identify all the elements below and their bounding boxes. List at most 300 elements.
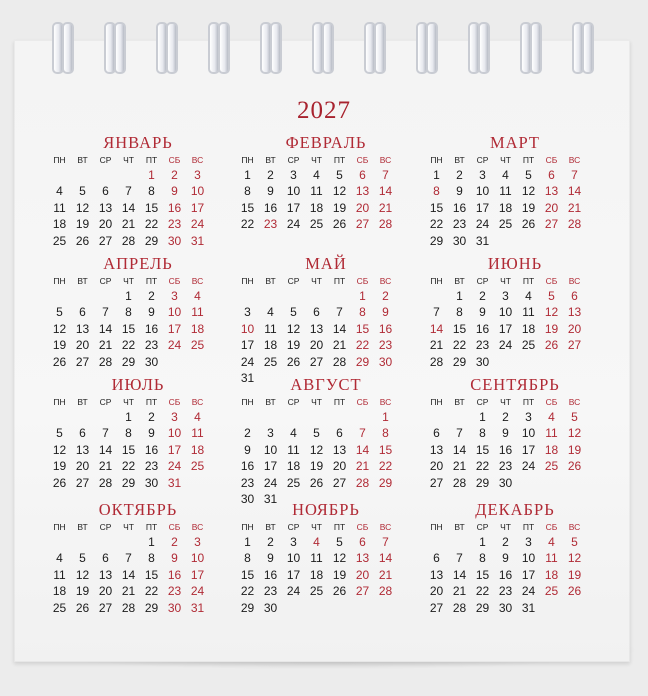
day-cell: 5 [290,305,297,320]
day-cell: 12 [75,567,90,582]
spiral-ring [322,22,334,74]
day-cell: 16 [167,200,182,215]
day-cell: 17 [167,442,182,457]
weekday-header: ПН [241,522,254,532]
day-cell: 13 [332,442,347,457]
weekday-header: СБ [545,397,558,407]
day-cell: 15 [355,321,370,336]
day-cell: 23 [167,584,182,599]
day-cell: 10 [190,551,205,566]
day-cell: 27 [75,354,90,369]
month-grid [425,274,605,370]
weekday-header: ЧТ [311,155,322,165]
day-cell: 29 [144,233,159,248]
day-cell: 21 [355,459,370,474]
day-cell: 4 [290,426,297,441]
day-cell: 12 [75,200,90,215]
day-cell: 12 [567,426,582,441]
day-cell: 16 [452,200,467,215]
day-cell: 7 [336,305,343,320]
day-cell: 24 [190,217,205,232]
day-cell: 1 [125,289,132,303]
day-cell: 2 [171,168,178,182]
day-cell: 26 [309,475,324,490]
day-cell: 16 [240,459,255,474]
day-cell: 2 [382,289,389,303]
month-april [48,254,228,370]
day-cell: 6 [102,184,109,199]
day-cell: 16 [498,442,513,457]
day-cell: 21 [429,338,444,353]
day-cell: 3 [502,289,509,303]
spiral-ring [62,22,74,74]
day-cell: 6 [359,168,366,182]
day-cell: 20 [355,200,370,215]
day-cell: 7 [125,184,132,199]
weekday-header: СР [287,522,300,532]
day-cell: 29 [144,600,159,615]
weekday-header: ВС [191,276,204,286]
weekday-header: ПН [53,397,66,407]
day-cell: 13 [98,567,113,582]
weekday-header: СР [476,155,489,165]
day-cell: 14 [121,567,136,582]
day-cell: 8 [125,426,132,441]
day-cell: 10 [190,184,205,199]
weekday-header: ВС [191,522,204,532]
day-cell: 3 [194,535,201,549]
day-cell: 21 [121,217,136,232]
day-cell: 1 [148,168,155,182]
spiral-ring [166,22,178,74]
weekday-header: СР [287,276,300,286]
day-cell: 28 [452,600,467,615]
weekday-header: СБ [545,155,558,165]
weekday-header: СБ [168,397,181,407]
month-grid [236,395,416,507]
day-cell: 27 [355,217,370,232]
day-cell: 17 [521,567,536,582]
day-cell: 23 [240,475,255,490]
weekday-header: ПН [53,276,66,286]
day-cell: 16 [475,321,490,336]
day-cell: 10 [240,321,255,336]
weekday-header: ПТ [522,397,535,407]
month-grid [48,153,228,249]
day-cell: 28 [98,354,113,369]
day-cell: 27 [567,338,582,353]
day-cell: 29 [475,475,490,490]
day-cell: 14 [121,200,136,215]
day-cell: 3 [290,168,297,182]
day-cell: 15 [475,567,490,582]
day-cell: 28 [567,217,582,232]
weekday-header: ЧТ [123,397,134,407]
day-cell: 7 [571,168,578,182]
day-cell: 13 [429,442,444,457]
day-cell: 8 [148,184,155,199]
day-cell: 20 [75,459,90,474]
day-cell: 7 [125,551,132,566]
day-cell: 18 [544,567,559,582]
day-cell: 11 [191,305,204,320]
day-cell: 5 [336,168,343,182]
day-cell: 26 [52,354,67,369]
day-cell: 30 [263,600,278,615]
weekday-header: ВС [568,397,581,407]
day-cell: 31 [475,233,490,248]
day-cell: 21 [452,459,467,474]
weekday-header: ВТ [77,155,88,165]
day-cell: 19 [52,459,67,474]
weekday-header: ВС [191,397,204,407]
day-cell: 23 [263,584,278,599]
day-cell: 20 [429,459,444,474]
weekday-header: ПТ [145,155,158,165]
month-may [236,254,416,386]
weekday-header: ЧТ [500,276,511,286]
day-cell: 30 [167,600,182,615]
day-cell: 18 [190,321,205,336]
day-cell: 26 [75,600,90,615]
day-cell: 9 [382,305,389,320]
spiral-ring [218,22,230,74]
day-cell: 21 [98,338,113,353]
day-cell: 19 [75,584,90,599]
day-cell: 16 [144,442,159,457]
weekday-header: ЧТ [311,397,322,407]
weekday-header: ВТ [454,397,465,407]
day-cell: 25 [309,584,324,599]
day-cell: 22 [429,217,444,232]
day-cell: 19 [332,567,347,582]
month-january [48,133,228,249]
day-cell: 19 [309,459,324,474]
weekday-header: ПН [430,155,443,165]
day-cell: 15 [240,567,255,582]
day-cell: 25 [286,475,301,490]
day-cell: 24 [167,338,182,353]
weekday-header: ПН [241,397,254,407]
month-name: ИЮНЬ [487,254,543,273]
day-cell: 19 [332,200,347,215]
day-cell: 16 [263,200,278,215]
day-cell: 6 [313,305,320,320]
day-cell: 18 [52,217,67,232]
day-cell: 26 [52,475,67,490]
weekday-header: ВТ [454,155,465,165]
weekday-header: ЧТ [500,397,511,407]
weekday-header: ПТ [333,155,346,165]
day-cell: 6 [548,168,555,182]
weekday-header: ВТ [265,276,276,286]
day-cell: 12 [286,321,301,336]
day-cell: 14 [98,321,113,336]
day-cell: 28 [121,600,136,615]
day-cell: 2 [244,426,251,441]
day-cell: 4 [267,305,274,320]
weekday-header: СБ [356,522,369,532]
day-cell: 13 [355,184,370,199]
month-grid [48,395,228,491]
day-cell: 10 [263,442,278,457]
day-cell: 25 [263,354,278,369]
day-cell: 28 [98,475,113,490]
day-cell: 5 [336,535,343,549]
day-cell: 2 [148,289,155,303]
day-cell: 2 [267,535,274,549]
day-cell: 4 [56,551,63,566]
day-cell: 21 [452,584,467,599]
day-cell: 8 [433,184,440,199]
day-cell: 3 [267,426,274,441]
day-cell: 11 [522,305,535,320]
day-cell: 2 [502,535,509,549]
day-cell: 4 [313,168,320,182]
weekday-header: ВС [379,522,392,532]
day-cell: 23 [475,338,490,353]
calendar-year: 2027 [297,97,351,124]
weekday-header: ВТ [265,397,276,407]
day-cell: 15 [452,321,467,336]
day-cell: 12 [521,184,536,199]
day-cell: 7 [382,168,389,182]
day-cell: 22 [475,459,490,474]
weekday-header: СР [99,155,112,165]
month-grid [425,395,605,491]
day-cell: 8 [479,551,486,566]
day-cell: 26 [567,459,582,474]
day-cell: 8 [382,426,389,441]
day-cell: 1 [382,410,389,424]
day-cell: 18 [498,200,513,215]
day-cell: 19 [567,567,582,582]
day-cell: 4 [56,184,63,199]
spiral-ring [478,22,490,74]
day-cell: 11 [545,551,558,566]
day-cell: 1 [359,289,366,303]
day-cell: 20 [544,200,559,215]
day-cell: 21 [567,200,582,215]
day-cell: 11 [53,567,66,582]
day-cell: 4 [194,410,201,424]
day-cell: 7 [456,551,463,566]
weekday-header: ПН [241,155,254,165]
day-cell: 15 [121,321,136,336]
day-cell: 1 [244,535,251,549]
day-cell: 10 [167,305,182,320]
day-cell: 25 [309,217,324,232]
day-cell: 6 [336,426,343,441]
day-cell: 29 [240,600,255,615]
day-cell: 2 [171,535,178,549]
day-cell: 3 [171,410,178,424]
day-cell: 25 [544,459,559,474]
weekday-header: ПН [53,155,66,165]
day-cell: 22 [121,338,136,353]
day-cell: 24 [521,459,536,474]
month-name: ФЕВРАЛЬ [285,133,367,152]
day-cell: 10 [286,551,301,566]
day-cell: 15 [121,442,136,457]
spiral-binding [0,0,648,90]
day-cell: 6 [433,426,440,441]
day-cell: 28 [452,475,467,490]
day-cell: 9 [502,426,509,441]
weekday-header: СБ [545,276,558,286]
day-cell: 13 [75,442,90,457]
day-cell: 25 [190,459,205,474]
month-november [236,500,416,616]
day-cell: 17 [190,567,205,582]
day-cell: 1 [244,168,251,182]
day-cell: 14 [429,321,444,336]
weekday-header: ВС [379,276,392,286]
weekday-header: СБ [168,276,181,286]
day-cell: 9 [502,551,509,566]
day-cell: 13 [355,551,370,566]
day-cell: 17 [190,200,205,215]
day-cell: 22 [121,459,136,474]
weekday-header: ЧТ [123,522,134,532]
day-cell: 4 [194,289,201,303]
month-name: НОЯБРЬ [292,500,360,519]
day-cell: 17 [263,459,278,474]
day-cell: 9 [456,184,463,199]
day-cell: 7 [359,426,366,441]
day-cell: 28 [355,475,370,490]
day-cell: 4 [502,168,509,182]
day-cell: 3 [479,168,486,182]
day-cell: 30 [240,491,255,506]
weekday-header: ВС [568,155,581,165]
month-grid [236,274,416,386]
day-cell: 20 [309,338,324,353]
day-cell: 25 [544,584,559,599]
day-cell: 9 [148,426,155,441]
day-cell: 23 [378,338,393,353]
day-cell: 19 [75,217,90,232]
day-cell: 10 [498,305,513,320]
day-cell: 18 [309,567,324,582]
day-cell: 12 [544,305,559,320]
day-cell: 4 [548,535,555,549]
day-cell: 31 [240,370,255,385]
day-cell: 28 [378,584,393,599]
day-cell: 18 [52,584,67,599]
weekday-header: ПТ [145,276,158,286]
weekday-header: ЧТ [123,276,134,286]
day-cell: 22 [240,217,255,232]
month-grid [48,520,228,616]
day-cell: 11 [310,551,323,566]
weekday-header: СБ [356,276,369,286]
day-cell: 27 [98,233,113,248]
day-cell: 6 [102,551,109,566]
day-cell: 24 [240,354,255,369]
month-name: АПРЕЛЬ [103,254,173,273]
weekday-header: СР [99,397,112,407]
day-cell: 27 [75,475,90,490]
day-cell: 27 [309,354,324,369]
day-cell: 2 [479,289,486,303]
day-cell: 3 [525,410,532,424]
day-cell: 21 [98,459,113,474]
day-cell: 5 [313,426,320,441]
day-cell: 29 [378,475,393,490]
day-cell: 20 [429,584,444,599]
day-cell: 30 [378,354,393,369]
day-cell: 31 [521,600,536,615]
weekday-header: ВС [568,276,581,286]
day-cell: 29 [121,354,136,369]
day-cell: 5 [525,168,532,182]
day-cell: 25 [52,233,67,248]
day-cell: 12 [567,551,582,566]
day-cell: 6 [79,426,86,441]
day-cell: 5 [571,410,578,424]
day-cell: 13 [544,184,559,199]
day-cell: 31 [263,491,278,506]
day-cell: 11 [264,321,277,336]
day-cell: 12 [52,442,67,457]
day-cell: 3 [525,535,532,549]
day-cell: 8 [244,551,251,566]
day-cell: 7 [382,535,389,549]
spiral-ring [114,22,126,74]
day-cell: 9 [171,184,178,199]
day-cell: 19 [544,321,559,336]
day-cell: 27 [429,600,444,615]
day-cell: 3 [171,289,178,303]
month-grid [236,520,416,616]
day-cell: 14 [452,442,467,457]
weekday-header: ВС [379,155,392,165]
day-cell: 20 [567,321,582,336]
day-cell: 30 [144,354,159,369]
day-cell: 2 [148,410,155,424]
month-name: ИЮЛЬ [111,375,165,394]
day-cell: 13 [75,321,90,336]
day-cell: 24 [167,459,182,474]
day-cell: 21 [378,200,393,215]
day-cell: 24 [190,584,205,599]
day-cell: 14 [332,321,347,336]
day-cell: 14 [452,567,467,582]
day-cell: 13 [309,321,324,336]
day-cell: 28 [378,217,393,232]
day-cell: 15 [240,200,255,215]
weekday-header: ПТ [333,522,346,532]
day-cell: 30 [452,233,467,248]
day-cell: 31 [190,600,205,615]
day-cell: 10 [521,426,536,441]
day-cell: 1 [433,168,440,182]
day-cell: 18 [286,459,301,474]
day-cell: 2 [267,168,274,182]
weekday-header: ВТ [265,155,276,165]
day-cell: 7 [456,426,463,441]
day-cell: 3 [290,535,297,549]
month-grid [48,274,228,370]
day-cell: 22 [355,338,370,353]
day-cell: 26 [544,338,559,353]
day-cell: 24 [521,584,536,599]
day-cell: 22 [240,584,255,599]
day-cell: 8 [479,426,486,441]
weekday-header: ЧТ [500,522,511,532]
month-name: ЯНВАРЬ [103,133,173,152]
